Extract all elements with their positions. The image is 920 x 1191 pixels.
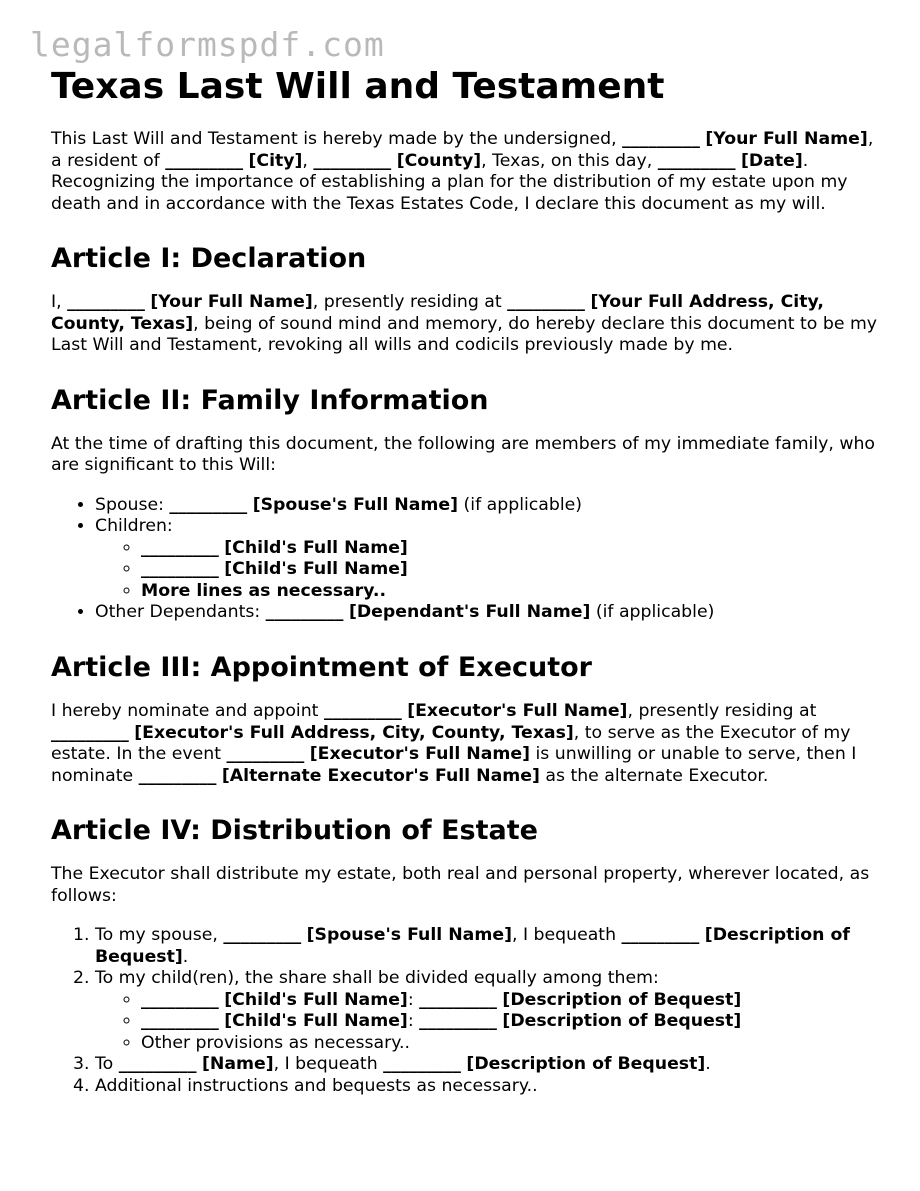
blank-line: _________ bbox=[226, 744, 305, 765]
blank-line: _________ bbox=[138, 765, 217, 786]
list-item bbox=[141, 1033, 881, 1055]
blank-line: _________ bbox=[51, 722, 129, 743]
article1-text: , presently residing at bbox=[312, 292, 508, 313]
placeholder-bequest: [Description of Bequest] bbox=[95, 925, 850, 967]
intro-text: , Texas, on this day, bbox=[481, 150, 658, 171]
placeholder-bequest: [Description of Bequest] bbox=[502, 989, 742, 1010]
list-item bbox=[95, 1054, 881, 1076]
intro-text: , bbox=[302, 150, 314, 171]
blank-line: _________ bbox=[118, 1054, 197, 1075]
blank-line: _________ bbox=[622, 129, 700, 150]
blank-line: _________ bbox=[419, 989, 497, 1010]
article4-intro: The Executor shall distribute my estate, both real and personal property, wherever located, as follows: bbox=[51, 864, 870, 906]
article3-heading: Article III: Appointment of Executor bbox=[51, 651, 593, 683]
blank-line: _________ bbox=[141, 559, 219, 580]
blank-line: _________ bbox=[265, 602, 344, 623]
list-item bbox=[95, 968, 881, 1054]
item-text: . bbox=[182, 946, 189, 967]
article1-text: I, bbox=[51, 292, 68, 313]
list-item bbox=[95, 1076, 881, 1098]
article3-text: as the alternate Executor. bbox=[539, 765, 769, 786]
placeholder-date: [Date] bbox=[741, 150, 803, 171]
list-item bbox=[95, 516, 881, 602]
list-item bbox=[141, 1011, 881, 1033]
blank-line: _________ bbox=[169, 494, 248, 515]
list-item bbox=[141, 990, 881, 1012]
list-item bbox=[141, 538, 881, 560]
blank-line: _________ bbox=[313, 150, 392, 171]
article3-text: , presently residing at bbox=[627, 701, 817, 722]
placeholder-child-name: [Child's Full Name] bbox=[224, 1011, 408, 1032]
spouse-suffix: (if applicable) bbox=[458, 494, 583, 515]
placeholder-executor-name: [Executor's Full Name] bbox=[309, 744, 531, 765]
placeholder-city: [City] bbox=[248, 150, 303, 171]
blank-line: _________ bbox=[621, 925, 700, 946]
blank-line: _________ bbox=[141, 989, 219, 1010]
more-lines: More lines as necessary.. bbox=[141, 580, 387, 601]
blank-line: _________ bbox=[141, 1011, 219, 1032]
placeholder-child-name: [Child's Full Name] bbox=[224, 559, 408, 580]
placeholder-name: [Name] bbox=[201, 1054, 274, 1075]
blank-line: _________ bbox=[383, 1054, 461, 1075]
intro-text: . Recognizing the importance of establishing a plan for the distribution of my estate upon my death and in accordance with the Texas Estates Code, I declare this document as my will. bbox=[51, 150, 848, 214]
placeholder-spouse-name: [Spouse's Full Name] bbox=[252, 494, 459, 515]
article3-text: is unwilling or unable to serve, then I nominate bbox=[51, 744, 857, 786]
placeholder-child-name: [Child's Full Name] bbox=[224, 537, 408, 558]
distribution-list bbox=[51, 925, 881, 1097]
list-item bbox=[95, 495, 881, 517]
children-list bbox=[95, 538, 881, 603]
intro-text: , a resident of bbox=[51, 129, 874, 171]
blank-line: _________ bbox=[67, 292, 145, 313]
placeholder-executor-name: [Executor's Full Name] bbox=[407, 701, 628, 722]
dependants-label: Other Dependants: bbox=[95, 602, 266, 623]
blank-line: _________ bbox=[419, 1011, 497, 1032]
document-title: Texas Last Will and Testament bbox=[51, 66, 665, 107]
colon: : bbox=[407, 1011, 420, 1032]
placeholder-bequest: [Description of Bequest] bbox=[466, 1054, 706, 1075]
placeholder-alternate-executor: [Alternate Executor's Full Name] bbox=[221, 765, 540, 786]
placeholder-full-name: [Your Full Name] bbox=[150, 292, 313, 313]
dependants-suffix: (if applicable) bbox=[590, 602, 715, 623]
article1-heading: Article I: Declaration bbox=[51, 243, 367, 275]
article3-text: , to serve as the Executor of my estate. In the event bbox=[51, 722, 851, 765]
intro-text: This Last Will and Testament is hereby made by the undersigned, bbox=[51, 129, 623, 150]
article3-paragraph bbox=[51, 701, 881, 787]
placeholder-executor-address: [Executor's Full Address, City, County, Texas] bbox=[134, 722, 574, 743]
blank-line: _________ bbox=[223, 925, 302, 946]
placeholder-child-name: [Child's Full Name] bbox=[224, 989, 408, 1010]
intro-paragraph bbox=[51, 129, 881, 215]
document-page bbox=[51, 66, 881, 1097]
article1-paragraph bbox=[51, 292, 881, 357]
article2-heading: Article II: Family Information bbox=[51, 384, 489, 416]
item-text: , I bequeath bbox=[273, 1054, 384, 1075]
spouse-label: Spouse: bbox=[95, 494, 170, 515]
children-bequest-list bbox=[95, 990, 881, 1055]
item-text: . bbox=[705, 1054, 711, 1075]
list-item bbox=[141, 559, 881, 581]
item-text: To my spouse, bbox=[95, 925, 224, 946]
watermark: legalformspdf.com bbox=[30, 25, 385, 64]
item-text: , I bequeath bbox=[511, 925, 622, 946]
item-text: To my child(ren), the share shall be divided equally among them: bbox=[95, 968, 659, 989]
family-list bbox=[51, 495, 881, 624]
blank-line: _________ bbox=[323, 701, 402, 722]
article4-heading: Article IV: Distribution of Estate bbox=[51, 815, 538, 847]
article3-text: I hereby nominate and appoint bbox=[51, 701, 324, 722]
blank-line: _________ bbox=[657, 150, 736, 171]
colon: : bbox=[407, 989, 420, 1010]
placeholder-bequest: [Description of Bequest] bbox=[502, 1011, 742, 1032]
item-text: Additional instructions and bequests as necessary.. bbox=[95, 1075, 538, 1096]
item-text: To bbox=[95, 1054, 119, 1075]
placeholder-full-name: [Your Full Name] bbox=[705, 129, 868, 150]
blank-line: _________ bbox=[507, 292, 585, 313]
list-item bbox=[141, 581, 881, 603]
article1-text: , being of sound mind and memory, do hereby declare this document to be my Last Will and Testament, revoking all wills and codicils previously made by me. bbox=[51, 313, 878, 356]
placeholder-county: [County] bbox=[396, 150, 482, 171]
blank-line: _________ bbox=[141, 537, 219, 558]
children-label: Children: bbox=[95, 516, 173, 537]
placeholder-address: [Your Full Address, City, County, Texas] bbox=[51, 292, 824, 334]
placeholder-dependant-name: [Dependant's Full Name] bbox=[348, 602, 591, 623]
blank-line: _________ bbox=[165, 150, 243, 171]
article2-intro: At the time of drafting this document, the following are members of my immediate family, who are significant to this Will: bbox=[51, 433, 875, 476]
placeholder-spouse-name: [Spouse's Full Name] bbox=[306, 925, 512, 946]
other-provisions: Other provisions as necessary.. bbox=[141, 1032, 410, 1053]
list-item bbox=[95, 602, 881, 624]
list-item bbox=[95, 925, 881, 968]
